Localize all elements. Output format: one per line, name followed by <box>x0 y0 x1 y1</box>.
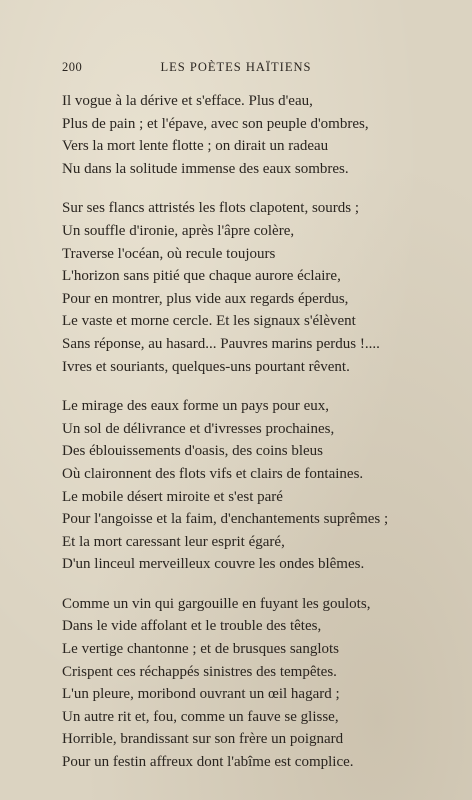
stanza-2 <box>62 197 442 378</box>
poem-line: Le vaste et morne cercle. Et les signaux s'élèvent <box>62 313 356 330</box>
poem-line: Dans le vide affolant et le trouble des têtes, <box>62 618 322 635</box>
page-number: 200 <box>62 60 83 74</box>
poem-line: Le mirage des eaux forme un pays pour eux, <box>62 398 329 415</box>
poem-line: Pour un festin affreux dont l'abîme est complice. <box>62 754 354 771</box>
poem-line: L'un pleure, moribond ouvrant un œil hagard ; <box>62 686 340 703</box>
poem-line: D'un linceul merveilleux couvre les ondes blêmes. <box>62 556 365 573</box>
poem-line: Le mobile désert miroite et s'est paré <box>62 488 283 505</box>
poem-line: Sans réponse, au hasard... Pauvres marins perdus !.... <box>62 335 380 352</box>
stanza-4 <box>62 593 442 774</box>
poem-line: Comme un vin qui gargouille en fuyant les goulots, <box>62 595 371 612</box>
poem-line: Ivres et souriants, quelques-uns pourtant rêvent. <box>62 358 350 375</box>
poem-line: Il vogue à la dérive et s'efface. Plus d'eau, <box>62 93 313 109</box>
poem-line: Plus de pain ; et l'épave, avec son peuple d'ombres, <box>62 115 369 132</box>
poem-line: Un souffle d'ironie, après l'âpre colère, <box>62 222 295 239</box>
running-title: LES POÈTES HAÏTIENS <box>160 60 312 74</box>
poem-body <box>62 90 442 791</box>
page-header <box>62 60 410 78</box>
poem-line: Un autre rit et, fou, comme un fauve se glisse, <box>62 708 339 725</box>
poem-line: Nu dans la solitude immense des eaux sombres. <box>62 160 349 177</box>
poem-line: Horrible, brandissant sur son frère un poignard <box>62 731 344 748</box>
poem-line: Pour en montrer, plus vide aux regards éperdus, <box>62 290 349 307</box>
poem-line: Le vertige chantonne ; et de brusques sanglots <box>62 641 340 658</box>
poem-line: Et la mort caressant leur esprit égaré, <box>62 533 285 550</box>
poem-line: Traverse l'océan, où recule toujours <box>62 245 276 262</box>
poem-line: Vers la mort lente flotte ; on dirait un radeau <box>62 138 329 155</box>
poem-line: L'horizon sans pitié que chaque aurore éclaire, <box>62 268 341 285</box>
poem-line: Sur ses flancs attristés les flots clapotent, sourds ; <box>62 200 360 217</box>
poem-line: Un sol de délivrance et d'ivresses prochaines, <box>62 420 335 437</box>
poem-line: Où claironnent des flots vifs et clairs de fontaines. <box>62 465 364 482</box>
stanza-1 <box>62 90 442 180</box>
poem-line: Crispent ces réchappés sinistres des tempêtes. <box>62 663 337 680</box>
stanza-3 <box>62 395 442 576</box>
poem-line: Pour l'angoisse et la faim, d'enchantements suprêmes ; <box>62 511 389 528</box>
poem-line: Des éblouissements d'oasis, des coins bleus <box>62 443 324 460</box>
